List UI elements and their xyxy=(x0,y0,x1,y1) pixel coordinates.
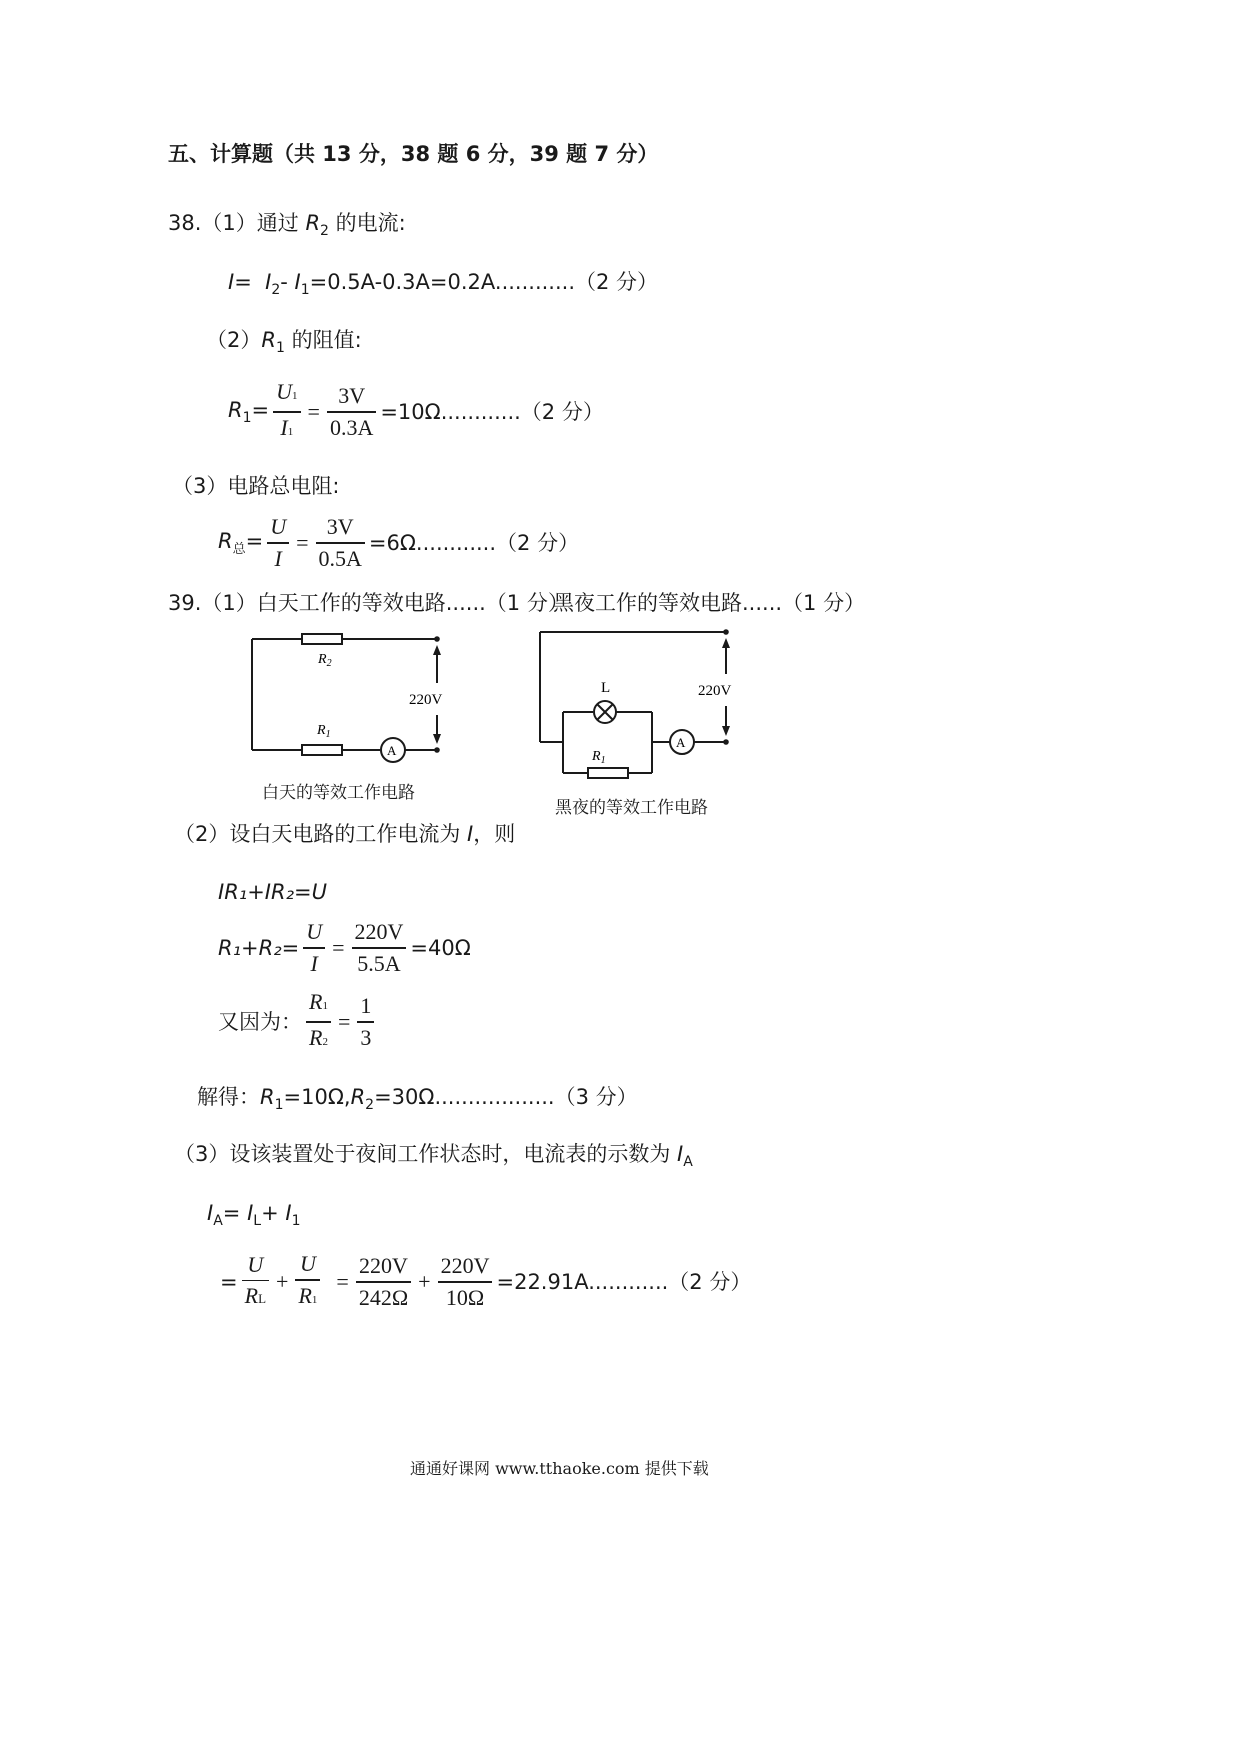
fraction-u-rl xyxy=(242,1253,269,1312)
fraction-3v-03a xyxy=(327,384,376,440)
frac-num: R xyxy=(309,989,323,1014)
eq-i2: I xyxy=(265,270,272,294)
frac-den: 242Ω xyxy=(358,1284,409,1310)
fraction-3v-05a xyxy=(316,515,365,571)
frac-num: U xyxy=(276,379,293,404)
i1: I xyxy=(285,1201,292,1225)
day-voltage-label: 220V xyxy=(409,692,443,708)
p2-result: =10Ω............（2 分） xyxy=(380,399,604,424)
fraction-220v-242 xyxy=(356,1254,411,1310)
frac-den-sub: L xyxy=(258,1291,267,1306)
p3-lhs-sub: 总 xyxy=(232,541,246,557)
q38-part3-equation: $R_总=$ $\frac{U}{I}$ = $\frac{3V}{0.5A}$ =6Ω............（2 分） xyxy=(218,514,580,571)
il-sub: L xyxy=(253,1213,262,1229)
arrow-up-icon xyxy=(433,645,441,655)
solve-r1: R xyxy=(260,1085,275,1109)
frac-den: R xyxy=(309,1024,323,1050)
arrow-down-icon xyxy=(433,734,441,744)
fraction-u1-i1 xyxy=(273,380,300,444)
q38-p2-tail: 的阻值: xyxy=(284,328,362,352)
solve-label: 解得： xyxy=(197,1085,260,1109)
q39-eq-final: = $\frac{U}{RL}$ + $\frac{U}{R1}$ = $\frac{220V}{242\Omega}$ + $\frac{220V}{10\Omega}$ =22.91A............（2 分） xyxy=(220,1251,752,1310)
frac-den: I xyxy=(274,545,282,571)
frac-num-sub: 1 xyxy=(292,390,298,402)
q39-p2-var: I xyxy=(467,822,474,846)
q39-eq-r1r2: R₁+R₂= $\frac{U}{I}$ = $\frac{220V}{5.5A}$ =40Ω xyxy=(218,919,471,976)
frac-den: R xyxy=(244,1283,259,1308)
fraction-r1-r2 xyxy=(306,990,331,1054)
q39-eq-ir: IR₁+IR₂=U xyxy=(218,880,327,904)
eq-i1-sub: 1 xyxy=(300,282,310,298)
solve-r2: R xyxy=(350,1085,366,1109)
frac-num: U xyxy=(299,1251,316,1276)
terminal-icon xyxy=(434,747,440,753)
night-ammeter-label: A xyxy=(676,735,686,750)
day-r2-label: $R_2$ xyxy=(318,652,332,669)
q39-part1-left: 39.（1）白天工作的等效电路......（1 分） xyxy=(168,591,569,615)
solve-r1-sub: 1 xyxy=(274,1097,284,1113)
frac-num: 3V xyxy=(326,514,354,539)
q38-part1-heading xyxy=(168,209,406,240)
solve-mid: =10Ω, xyxy=(283,1085,351,1109)
q38-part2-heading xyxy=(206,326,362,357)
frac-den: 0.5A xyxy=(318,545,362,571)
eq-i2-sub: 2 xyxy=(271,282,281,298)
frac-den: I xyxy=(280,414,288,440)
eq-i1: I xyxy=(294,270,301,294)
q39-ratio: 又因为： $\frac{R1}{R2}$ = $\frac{1}{3}$ xyxy=(218,990,378,1054)
eq-lhs: R₁+R₂= xyxy=(218,935,300,960)
footer-credit: 通通好课网 www.tthaoke.com 提供下载 xyxy=(410,1459,709,1478)
il: I xyxy=(247,1201,254,1225)
frac-num: U xyxy=(306,919,323,944)
fraction-u-i xyxy=(267,515,289,571)
eq-result: =40Ω xyxy=(410,935,471,960)
section-title: 五、计算题（共 13 分，38 题 6 分，39 题 7 分） xyxy=(168,142,659,166)
solve-r2-sub: 2 xyxy=(365,1097,375,1113)
q38-p2-label: （2） xyxy=(206,328,262,352)
frac-num: 1 xyxy=(360,993,372,1018)
q39-part3-heading xyxy=(174,1140,693,1171)
solve-tail: =30Ω..................（3 分） xyxy=(374,1085,638,1109)
q39-eq-ia: $I_A= I_L+ I_1$ xyxy=(207,1201,301,1229)
frac-num: 220V xyxy=(359,1253,408,1278)
frac-den-sub: 1 xyxy=(287,425,294,438)
q38-part3-heading: （3）电路总电阻: xyxy=(172,474,340,498)
night-lamp-label: L xyxy=(601,680,611,696)
q39-p2-label: （2）设白天电路的工作电流为 xyxy=(174,822,468,846)
frac-den: 3 xyxy=(360,1024,372,1050)
day-ammeter-label: A xyxy=(387,743,397,758)
p3-lhs: R xyxy=(218,528,233,553)
q38-p2-var: R xyxy=(261,328,276,352)
q39-solve xyxy=(197,1083,638,1114)
arrow-up-icon xyxy=(722,638,730,648)
frac-den: 0.3A xyxy=(329,414,374,440)
night-voltage-label: 220V xyxy=(698,683,732,699)
terminal-icon xyxy=(723,739,729,745)
frac-num: 220V xyxy=(354,919,404,944)
night-circuit-caption: 黑夜的等效工作电路 xyxy=(555,798,708,818)
p2-lhs-sub: 1 xyxy=(242,410,252,427)
q38-p1-tail: 的电流: xyxy=(328,211,406,235)
fraction-u-r1 xyxy=(295,1252,320,1312)
frac-num: 3V xyxy=(338,383,366,408)
day-circuit-caption: 白天的等效工作电路 xyxy=(262,783,415,803)
q38-part2-equation: $R_1=$ $\frac{U1}{I1}$ = $\frac{3V}{0.3A}$ =10Ω............（2 分） xyxy=(228,380,604,444)
because-label: 又因为： xyxy=(218,1009,302,1034)
frac-den: R xyxy=(298,1282,312,1308)
frac-den: 5.5A xyxy=(357,950,401,976)
q39-p3-var-sub: A xyxy=(683,1154,693,1170)
frac-den-sub: 2 xyxy=(322,1035,328,1048)
q39-p3-var: I xyxy=(677,1142,684,1166)
q38-p2-sub: 1 xyxy=(275,340,285,356)
eq-rest: =0.5A-0.3A=0.2A............（2 分） xyxy=(309,270,659,294)
frac-num: 220V xyxy=(440,1253,490,1278)
p3-result: =22.91A............（2 分） xyxy=(496,1269,752,1294)
frac-num: U xyxy=(270,514,287,539)
terminal-icon xyxy=(723,629,729,635)
p2-lhs: R xyxy=(228,398,243,423)
i1-sub: 1 xyxy=(291,1213,301,1229)
q39-p2-tail: ，则 xyxy=(473,822,516,846)
q38-part1-equation: $I= I_2-$ $I_1=0.5A-0.3A=0.2A............(2$ 分） xyxy=(228,270,659,298)
fraction-1-3 xyxy=(357,994,374,1050)
night-r1-label: $R_1$ xyxy=(592,749,606,766)
q39-part1-right: 黑夜工作的等效电路......（1 分） xyxy=(553,591,866,615)
fraction-220v-10 xyxy=(438,1254,493,1310)
frac-den-sub: 1 xyxy=(311,1293,318,1306)
fraction-220v-55a xyxy=(352,920,407,976)
ia-sub: A xyxy=(213,1213,223,1229)
eq-i: I xyxy=(228,270,235,294)
fraction-u-i xyxy=(303,920,325,976)
frac-num-sub: 1 xyxy=(322,1000,328,1012)
frac-den: 10Ω xyxy=(445,1284,485,1310)
night-circuit-diagram xyxy=(530,620,760,785)
frac-den: I xyxy=(310,950,318,976)
frac-num: U xyxy=(247,1251,264,1277)
day-r1-label: $R_1$ xyxy=(317,723,331,740)
q38-p1-sub: 2 xyxy=(320,223,329,239)
q38-p1-var: R xyxy=(305,211,321,235)
q38-p1-label: 38.（1）通过 xyxy=(168,211,306,235)
ia: I xyxy=(207,1201,214,1225)
terminal-icon xyxy=(434,636,440,642)
q39-part2-heading xyxy=(174,820,515,848)
day-circuit-diagram xyxy=(240,625,460,800)
p3-result: =6Ω............（2 分） xyxy=(368,530,580,555)
arrow-down-icon xyxy=(722,726,730,736)
q39-p3-label: （3）设该装置处于夜间工作状态时，电流表的示数为 xyxy=(174,1142,678,1166)
